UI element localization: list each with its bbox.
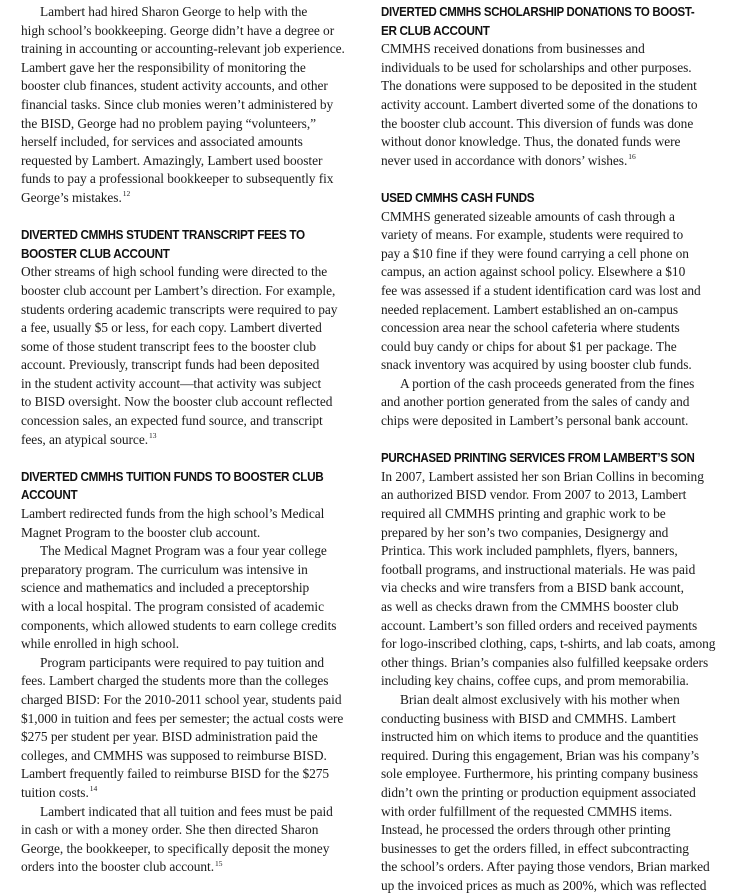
- section-heading: [21, 245, 332, 264]
- line-text: and another portion generated from the sales of candy and: [381, 394, 690, 410]
- footnote-marker: 13: [149, 431, 157, 441]
- body-text-line: [381, 338, 718, 357]
- body-text-line: [21, 431, 355, 450]
- line-text: sole employee. Furthermore, his printing company business: [381, 766, 698, 782]
- line-text: Other streams of high school funding were directed to the: [21, 264, 328, 280]
- line-content: [21, 319, 322, 338]
- body-text-line: [21, 728, 355, 747]
- line-content: [21, 356, 319, 375]
- body-text-line: [381, 784, 718, 803]
- body-text-line: [381, 710, 718, 729]
- line-text: CMMHS generated sizeable amounts of cash through a: [381, 208, 675, 224]
- line-content: [21, 840, 329, 859]
- line-text: businesses to get the orders filled, in effect subcontracting: [381, 840, 689, 856]
- line-text: with a local hospital. The program consisted of academic: [21, 599, 324, 614]
- body-text-line: [21, 765, 355, 784]
- body-text-line: [21, 77, 355, 96]
- line-text: The Medical Magnet Program was a four year college: [40, 543, 327, 559]
- body-text-line: [381, 858, 718, 877]
- line-text: including key chains, coffee cups, and prom memorabilia.: [381, 673, 689, 689]
- body-text-line: [381, 728, 718, 747]
- line-text: campus, an action against school policy. Elsewhere a $10: [381, 264, 686, 280]
- line-text: didn’t own the printing or production equipment associated: [381, 784, 696, 800]
- body-text-line: [21, 40, 355, 59]
- section-heading: [21, 468, 332, 487]
- line-content: [21, 821, 318, 840]
- body-text-line: [381, 635, 718, 654]
- line-text: Program participants were required to pay tuition and: [40, 654, 325, 670]
- line-text: individuals to be used for scholarships and other purposes.: [381, 59, 692, 75]
- line-text: the booster club account. This diversion of funds was done: [381, 115, 694, 131]
- body-text-line: [381, 152, 718, 171]
- footnote-marker: 15: [215, 858, 223, 868]
- line-content: [21, 728, 318, 747]
- line-text: tuition costs.: [21, 784, 89, 800]
- line-content: [381, 617, 697, 636]
- line-text: conducting business with BISD and CMMHS. Lambert: [381, 710, 676, 726]
- body-text-line: [21, 356, 355, 375]
- line-content: [21, 672, 328, 691]
- line-text: snack inventory was acquired by using booster club funds.: [381, 357, 692, 373]
- line-content: [381, 821, 671, 840]
- line-content: [381, 319, 680, 338]
- line-content: [21, 77, 328, 96]
- line-text: requested by Lambert. Amazingly, Lambert used booster: [21, 152, 323, 168]
- line-content: [381, 579, 684, 598]
- body-text-line: [381, 133, 718, 152]
- body-text-line: [21, 654, 355, 673]
- line-text: financial tasks. Since club monies weren’t administered by: [21, 96, 334, 112]
- line-content: [381, 524, 668, 543]
- line-text: preparatory program. The curriculum was intensive in: [21, 561, 308, 577]
- body-text-line: [381, 40, 718, 59]
- line-text: booster club account per Lambert’s direction. For example,: [21, 282, 336, 298]
- body-text-line: [21, 115, 355, 134]
- line-text: fees. Lambert charged the students more than the colleges: [21, 673, 329, 689]
- body-text-line: [21, 542, 355, 561]
- line-content: ACCOUNT: [21, 488, 78, 503]
- body-text-line: [381, 877, 718, 896]
- footnote-marker: 16: [628, 152, 636, 162]
- line-text: The donations were supposed to be deposited in the student: [381, 78, 697, 94]
- body-text-line: [21, 561, 355, 580]
- line-text: Magnet Program to the booster club account.: [21, 524, 261, 540]
- body-text-line: [21, 59, 355, 78]
- line-content: [21, 635, 179, 654]
- line-text: In 2007, Lambert assisted her son Brian Collins in becoming: [381, 468, 704, 484]
- line-content: [381, 152, 636, 171]
- line-text: Printica. This work included pamphlets, flyers, banners,: [381, 543, 678, 559]
- line-content: DIVERTED CMMHS STUDENT TRANSCRIPT FEES TO: [21, 228, 305, 243]
- line-content: [381, 115, 693, 134]
- line-content: [21, 412, 323, 431]
- line-content: DIVERTED CMMHS TUITION FUNDS TO BOOSTER CLUB: [21, 469, 324, 484]
- line-text: football programs, and instructional materials. He was paid: [381, 561, 696, 577]
- body-text-line: [21, 710, 355, 729]
- line-content: [381, 654, 708, 673]
- line-content: [21, 747, 327, 766]
- line-text: chips were deposited in Lambert’s personal bank account.: [381, 413, 689, 429]
- line-text: Lambert frequently failed to reimburse BISD for the $275: [21, 766, 330, 782]
- line-content: [381, 282, 701, 301]
- line-content: [21, 59, 306, 78]
- line-text: with order fulfillment of the requested CMMHS items.: [381, 803, 673, 819]
- body-text-line: [381, 226, 718, 245]
- line-content: [21, 784, 97, 803]
- line-content: [21, 858, 222, 877]
- line-content: [21, 263, 327, 282]
- line-content: [21, 115, 316, 134]
- body-text-line: [381, 356, 718, 375]
- body-text-line: [381, 245, 718, 264]
- line-text: concession area near the school cafeteria where students: [381, 320, 680, 336]
- line-content: [381, 226, 683, 245]
- line-text: in cash or with a money order. She then directed Sharon: [21, 822, 319, 838]
- body-text-line: [381, 579, 718, 598]
- footnote-marker: 14: [89, 784, 98, 794]
- line-content: PURCHASED PRINTING SERVICES FROM LAMBERT’S SON: [381, 451, 695, 466]
- line-content: [381, 840, 689, 859]
- body-text-line: [21, 598, 355, 617]
- body-text-line: [381, 208, 718, 227]
- body-text-line: [381, 617, 718, 636]
- line-text: for logo-inscribed clothing, caps, t-shirts, and lab coats, among: [381, 636, 716, 652]
- section-heading: [381, 3, 694, 22]
- section-spacer: [21, 208, 355, 227]
- body-text-line: [381, 747, 718, 766]
- line-text: other things. Brian’s companies also fulfilled keepsake orders: [381, 654, 709, 670]
- body-text-line: [21, 803, 355, 822]
- line-content: [21, 691, 342, 710]
- body-text-line: [381, 393, 718, 412]
- body-text-line: [21, 393, 355, 412]
- body-text-line: [21, 170, 355, 189]
- line-text: up the invoiced prices as much as 200%, which was reflected: [381, 877, 707, 893]
- line-text: to BISD oversight. Now the booster club account reflected: [21, 394, 333, 410]
- body-text-line: [381, 468, 718, 487]
- line-content: [21, 598, 324, 617]
- line-content: [40, 542, 327, 561]
- body-text-line: [381, 561, 718, 580]
- body-text-line: [21, 152, 355, 171]
- body-text-line: [21, 282, 355, 301]
- line-content: [21, 170, 333, 189]
- line-text: Lambert had hired Sharon George to help with the: [40, 4, 308, 19]
- body-text-line: [381, 375, 718, 394]
- body-text-line: [381, 115, 718, 134]
- line-text: required all CMMHS printing and graphic work to be: [381, 506, 666, 522]
- body-text-line: [21, 412, 355, 431]
- line-text: Brian dealt almost exclusively with his mother when: [400, 691, 680, 707]
- line-content: [21, 561, 308, 580]
- line-content: [381, 77, 697, 96]
- body-text-line: [21, 301, 355, 320]
- body-text-line: [381, 319, 718, 338]
- section-spacer: [381, 170, 718, 189]
- line-content: [381, 356, 692, 375]
- line-content: [381, 301, 678, 320]
- line-content: [381, 598, 679, 617]
- line-content: [381, 96, 697, 115]
- line-text: in the student activity account—that activity was subject: [21, 375, 322, 391]
- line-text: booster club finances, student activity accounts, and other: [21, 78, 328, 94]
- line-text: science and mathematics and included a preceptorship: [21, 580, 310, 596]
- body-text-line: [381, 282, 718, 301]
- line-text: the BISD, George had no problem paying “volunteers,”: [21, 115, 317, 131]
- line-content: [40, 654, 324, 673]
- line-content: [381, 561, 695, 580]
- line-content: [381, 133, 680, 152]
- body-text-line: [381, 691, 718, 710]
- line-text: pay a $10 fine if they were found carrying a cell phone on: [381, 245, 689, 261]
- body-text-line: [381, 486, 718, 505]
- line-text: needed replacement. Lambert established an on-campus: [381, 301, 679, 317]
- line-content: [381, 486, 686, 505]
- line-content: [21, 301, 337, 320]
- body-text-line: [381, 524, 718, 543]
- body-text-line: [21, 821, 355, 840]
- line-content: [21, 765, 329, 784]
- line-content: [381, 858, 710, 877]
- line-content: [381, 765, 698, 784]
- line-text: concession sales, an expected fund source, and transcript: [21, 413, 323, 429]
- body-text-line: [21, 784, 355, 803]
- body-text-line: [21, 133, 355, 152]
- body-text-line: [381, 59, 718, 78]
- line-content: [21, 579, 309, 598]
- line-text: high school’s bookkeeping. George didn’t have a degree or: [21, 22, 335, 38]
- line-content: [381, 505, 666, 524]
- line-content: [381, 338, 677, 357]
- section-spacer: [21, 449, 355, 468]
- body-text-line: [381, 96, 718, 115]
- right-column: [381, 3, 718, 896]
- line-text: variety of means. For example, students were required to: [381, 227, 684, 243]
- line-content: [381, 877, 706, 896]
- line-text: Lambert gave her the responsibility of monitoring the: [21, 59, 306, 75]
- line-text: Lambert redirected funds from the high school’s Medical: [21, 506, 325, 522]
- line-content: [381, 468, 704, 487]
- line-text: George, the bookkeeper, to specifically deposit the money: [21, 840, 330, 856]
- body-text-line: [21, 3, 355, 22]
- line-content: DIVERTED CMMHS SCHOLARSHIP DONATIONS TO BOOST-: [381, 5, 695, 19]
- body-text-line: [381, 765, 718, 784]
- line-content: [21, 189, 130, 208]
- line-content: [400, 375, 694, 394]
- line-text: Lambert indicated that all tuition and fees must be paid: [40, 803, 333, 819]
- body-text-line: [21, 263, 355, 282]
- line-text: never used in accordance with donors’ wishes.: [381, 152, 628, 168]
- line-text: colleges, and CMMHS was supposed to reimburse BISD.: [21, 747, 327, 763]
- line-content: [381, 40, 645, 59]
- line-text: charged BISD: For the 2010-2011 school year, students paid: [21, 691, 342, 707]
- line-text: $1,000 in tuition and fees per semester; the actual costs were: [21, 710, 344, 726]
- line-text: could buy candy or chips for about $1 per package. The: [381, 338, 677, 354]
- line-text: a fee, usually $5 or less, for each copy. Lambert diverted: [21, 320, 322, 336]
- body-text-line: [381, 263, 718, 282]
- body-text-line: [21, 579, 355, 598]
- line-content: [381, 803, 672, 822]
- line-content: [21, 40, 345, 59]
- line-text: fees, an atypical source.: [21, 431, 149, 447]
- body-text-line: [21, 505, 355, 524]
- line-text: while enrolled in high school.: [21, 636, 180, 652]
- line-text: the school’s orders. After paying those vendors, Brian marked: [381, 859, 710, 875]
- line-text: account. Lambert’s son filled orders and received payments: [381, 617, 698, 633]
- body-text-line: [381, 840, 718, 859]
- line-content: BOOSTER CLUB ACCOUNT: [21, 246, 170, 261]
- line-content: [381, 784, 696, 803]
- line-content: [21, 431, 156, 450]
- line-text: prepared by her son’s two companies, Designergy and: [381, 524, 669, 540]
- line-content: [21, 96, 333, 115]
- line-content: USED CMMHS CASH FUNDS: [381, 190, 535, 205]
- line-text: A portion of the cash proceeds generated from the fines: [400, 375, 695, 391]
- line-text: as well as checks drawn from the CMMHS booster club: [381, 599, 679, 614]
- line-text: Instead, he processed the orders through other printing: [381, 822, 671, 838]
- body-text-line: [381, 412, 718, 431]
- line-content: [381, 672, 689, 691]
- line-content: [381, 728, 698, 747]
- line-content: [381, 412, 688, 431]
- body-text-line: [21, 189, 355, 208]
- body-text-line: [381, 505, 718, 524]
- line-content: [21, 375, 321, 394]
- line-text: activity account. Lambert diverted some of the donations to: [381, 96, 698, 112]
- line-text: training in accounting or accounting-relevant job experience.: [21, 41, 345, 57]
- line-text: fee was assessed if a student identification card was lost and: [381, 282, 701, 298]
- line-text: an authorized BISD vendor. From 2007 to 2013, Lambert: [381, 487, 687, 503]
- body-text-line: [21, 96, 355, 115]
- line-text: some of those student transcript fees to the booster club: [21, 338, 317, 354]
- section-heading: [21, 226, 332, 245]
- body-text-line: [381, 821, 718, 840]
- body-text-line: [21, 840, 355, 859]
- body-text-line: [21, 617, 355, 636]
- body-text-line: [381, 598, 718, 617]
- line-content: [40, 803, 333, 822]
- line-content: [381, 747, 699, 766]
- line-text: via checks and wire transfers from a BISD bank account,: [381, 580, 684, 596]
- line-text: account. Previously, transcript funds had been deposited: [21, 357, 320, 373]
- line-text: funds to pay a professional bookkeeper to subsequently fix: [21, 171, 334, 187]
- line-text: students ordering academic transcripts were required to pay: [21, 301, 338, 317]
- line-text: required. During this engagement, Brian was his company’s: [381, 747, 700, 763]
- footnote-marker: 12: [122, 189, 131, 199]
- line-content: [21, 152, 322, 171]
- body-text-line: [21, 747, 355, 766]
- line-content: [381, 542, 678, 561]
- body-text-line: [21, 691, 355, 710]
- line-content: [21, 22, 334, 41]
- line-text: CMMHS received donations from businesses and: [381, 41, 645, 57]
- line-content: [381, 710, 676, 729]
- line-content: [381, 393, 689, 412]
- line-content: [381, 208, 675, 227]
- line-content: [381, 635, 715, 654]
- left-column: [21, 3, 355, 877]
- section-heading: [381, 449, 694, 468]
- line-text: George’s mistakes.: [21, 189, 122, 205]
- body-text-line: [21, 524, 355, 543]
- line-content: [21, 282, 335, 301]
- body-text-line: [381, 77, 718, 96]
- body-text-line: [21, 672, 355, 691]
- line-text: herself included, for services and associated amounts: [21, 134, 303, 150]
- line-content: [381, 245, 689, 264]
- section-heading: [381, 189, 694, 208]
- body-text-line: [21, 375, 355, 394]
- line-content: [21, 133, 303, 152]
- line-content: [21, 338, 316, 357]
- body-text-line: [381, 542, 718, 561]
- body-text-line: [21, 319, 355, 338]
- line-content: [21, 617, 336, 636]
- line-text: orders into the booster club account.: [21, 859, 215, 875]
- body-text-line: [381, 301, 718, 320]
- line-text: components, which allowed students to earn college credits: [21, 617, 337, 633]
- section-heading: [381, 22, 694, 41]
- line-content: [40, 3, 307, 22]
- line-content: ER CLUB ACCOUNT: [381, 23, 490, 38]
- line-content: [21, 505, 324, 524]
- line-text: $275 per student per year. BISD administration paid the: [21, 729, 318, 745]
- section-heading: [21, 486, 332, 505]
- line-text: without donor knowledge. Thus, the donated funds were: [381, 134, 681, 150]
- line-content: [21, 393, 332, 412]
- section-spacer: [381, 431, 718, 450]
- line-content: [400, 691, 680, 710]
- body-text-line: [21, 635, 355, 654]
- line-text: instructed him on which items to produce and the quantities: [381, 729, 699, 745]
- line-content: [381, 263, 685, 282]
- line-content: [381, 59, 692, 78]
- body-text-line: [381, 803, 718, 822]
- body-text-line: [381, 672, 718, 691]
- body-text-line: [21, 338, 355, 357]
- line-content: [21, 524, 260, 543]
- body-text-line: [21, 22, 355, 41]
- body-text-line: [21, 858, 355, 877]
- body-text-line: [381, 654, 718, 673]
- line-content: [21, 710, 343, 729]
